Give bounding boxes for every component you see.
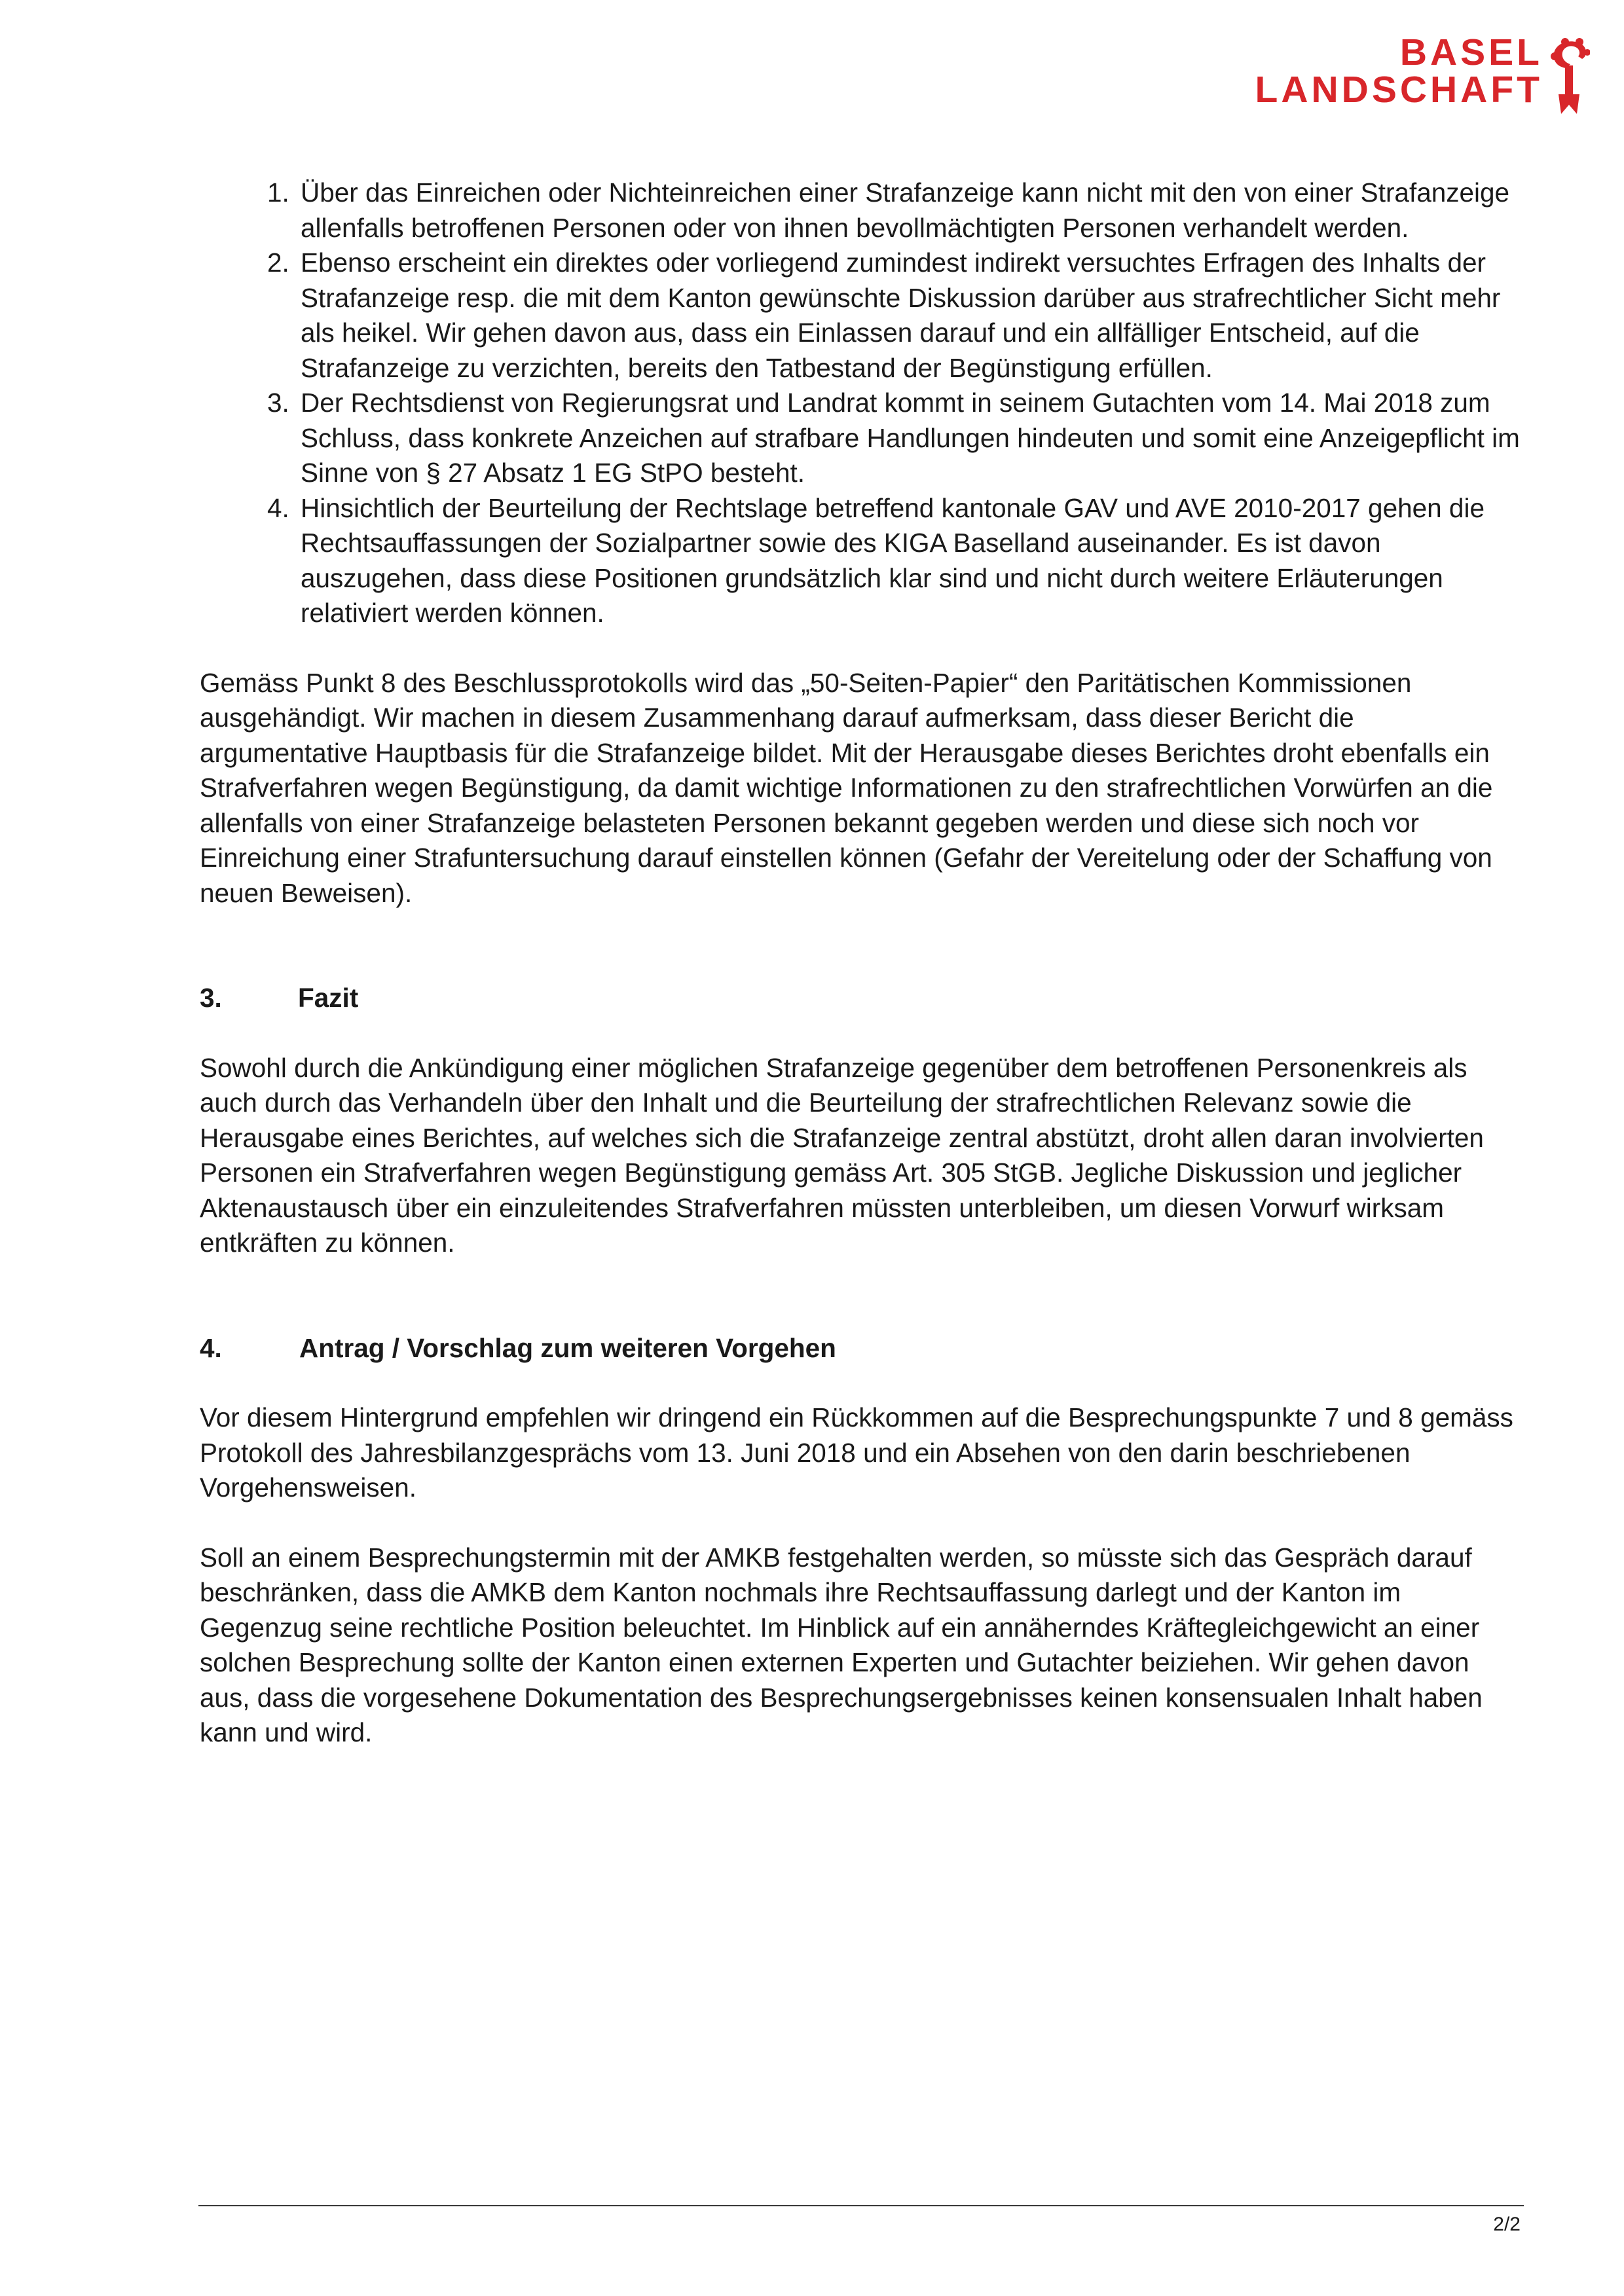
list-item: 1. Über das Einreichen oder Nichteinreichen einer Strafanzeige kann nicht mit den von einer Strafanzeige allenfalls betroffenen Personen oder von ihnen bevollmächtigten Personen verhandelt werden. bbox=[297, 175, 1522, 246]
paragraph-antrag-1: Vor diesem Hintergrund empfehlen wir dringend ein Rückkommen auf die Besprechungspunkte 7 und 8 gemäss Protokoll des Jahresbilanzgesprächs vom 13. Juni 2018 und ein Absehen von den darin beschriebenen Vorgehensweisen. bbox=[200, 1402, 1513, 1503]
section-title: Antrag / Vorschlag zum weiteren Vorgehen bbox=[299, 1332, 836, 1363]
logo-line-landschaft: LANDSCHAFT bbox=[1255, 69, 1543, 111]
list-item: 2. Ebenso erscheint ein direktes oder vorliegend zumindest indirekt versuchtes Erfragen des Inhalts der Strafanzeige resp. die mit dem Kanton gewünschte Diskussion darüber aus strafrechtlicher Sicht mehr als heikel. Wir gehen davon aus, dass ein Einlassen darauf und ein allfälliger Entscheid, auf die Strafanzeige zu verzichten, bereits den Tatbestand der Begünstigung erfüllen. bbox=[297, 246, 1522, 386]
section-number: 3. bbox=[200, 983, 222, 1013]
list-item: 4. Hinsichtlich der Beurteilung der Rechtslage betreffend kantonale GAV und AVE 2010-2017 gehen die Rechtsauffassungen der Sozialpartner sowie des KIGA Baselland auseinander. Es ist davon auszugehen, dass diese Positionen grundsätzlich klar sind und nicht durch weitere Erläuterungen relativiert werden können. bbox=[297, 491, 1522, 631]
footer-divider bbox=[198, 2205, 1524, 2206]
numbered-list bbox=[200, 175, 1522, 631]
paragraph-antrag-2: Soll an einem Besprechungstermin mit der AMKB festgehalten werden, so müsste sich das Gespräch darauf beschränken, dass die AMKB dem Kanton nochmals ihre Rechtsauffassung darlegt und der Kanton im Gegenzug seine rechtliche Position beleuchtet. Im Hinblick auf ein annäherndes Kräftegleichgewicht an einer solchen Besprechung sollte der Kanton einen externen Experten und Gutachter beiziehen. Wir gehen davon aus, dass die vorgesehene Dokumentation des Besprechungsergebnisses keinen konsensualen Inhalt haben kann und wird. bbox=[200, 1542, 1483, 1747]
page-number: 2/2 bbox=[1493, 2214, 1521, 2235]
section-heading-fazit bbox=[200, 981, 1522, 1016]
basel-landschaft-logo bbox=[1255, 31, 1590, 115]
paragraph-fazit: Sowohl durch die Ankündigung einer möglichen Strafanzeige gegenüber dem betroffenen Personenkreis als auch durch das Verhandeln über den Inhalt und die Beurteilung der strafrechtlichen Relevanz sowie die Herausgabe eines Berichtes, auf welches sich die Strafanzeige zentral abstützt, droht allen daran involvierten Personen ein Strafverfahren wegen Begünstigung gemäss Art. 305 StGB. Jegliche Diskussion und jeglicher Aktenaustausch über ein einzuleitendes Strafverfahren müssten unterbleiben, um diesen Vorwurf wirksam entkräften zu können. bbox=[200, 1052, 1484, 1258]
document-body bbox=[200, 175, 1522, 1751]
paragraph-report-handover: Gemäss Punkt 8 des Beschlussprotokolls wird das „50-Seiten-Papier“ den Paritätischen Kommissionen ausgehändigt. Wir machen in diesem Zusammenhang darauf aufmerksam, dass dieser Bericht die argumentative Hauptbasis für die Strafanzeige bildet. Mit der Herausgabe dieses Berichtes droht ebenfalls ein Strafverfahren wegen Begünstigung, da damit wichtige Informationen zu den strafrechtlichen Vorwürfen an die allenfalls von einer Strafanzeige belasteten Personen bekannt gegeben werden und diese sich noch vor Einreichung einer Strafuntersuchung darauf einstellen können (Gefahr der Vereitelung oder der Schaffung von neuen Beweisen). bbox=[200, 667, 1493, 908]
section-heading-antrag bbox=[200, 1331, 1522, 1366]
section-number: 4. bbox=[200, 1332, 222, 1363]
logo-line-basel: BASEL bbox=[1399, 31, 1543, 73]
section-title: Fazit bbox=[298, 983, 359, 1013]
logo-wordmark bbox=[1255, 31, 1543, 111]
baselstab-icon bbox=[1547, 37, 1590, 115]
list-item: 3. Der Rechtsdienst von Regierungsrat und Landrat kommt in seinem Gutachten vom 14. Mai 2018 zum Schluss, dass konkrete Anzeichen auf strafbare Handlungen hindeuten und somit eine Anzeigepflicht im Sinne von § 27 Absatz 1 EG StPO besteht. bbox=[297, 386, 1522, 491]
